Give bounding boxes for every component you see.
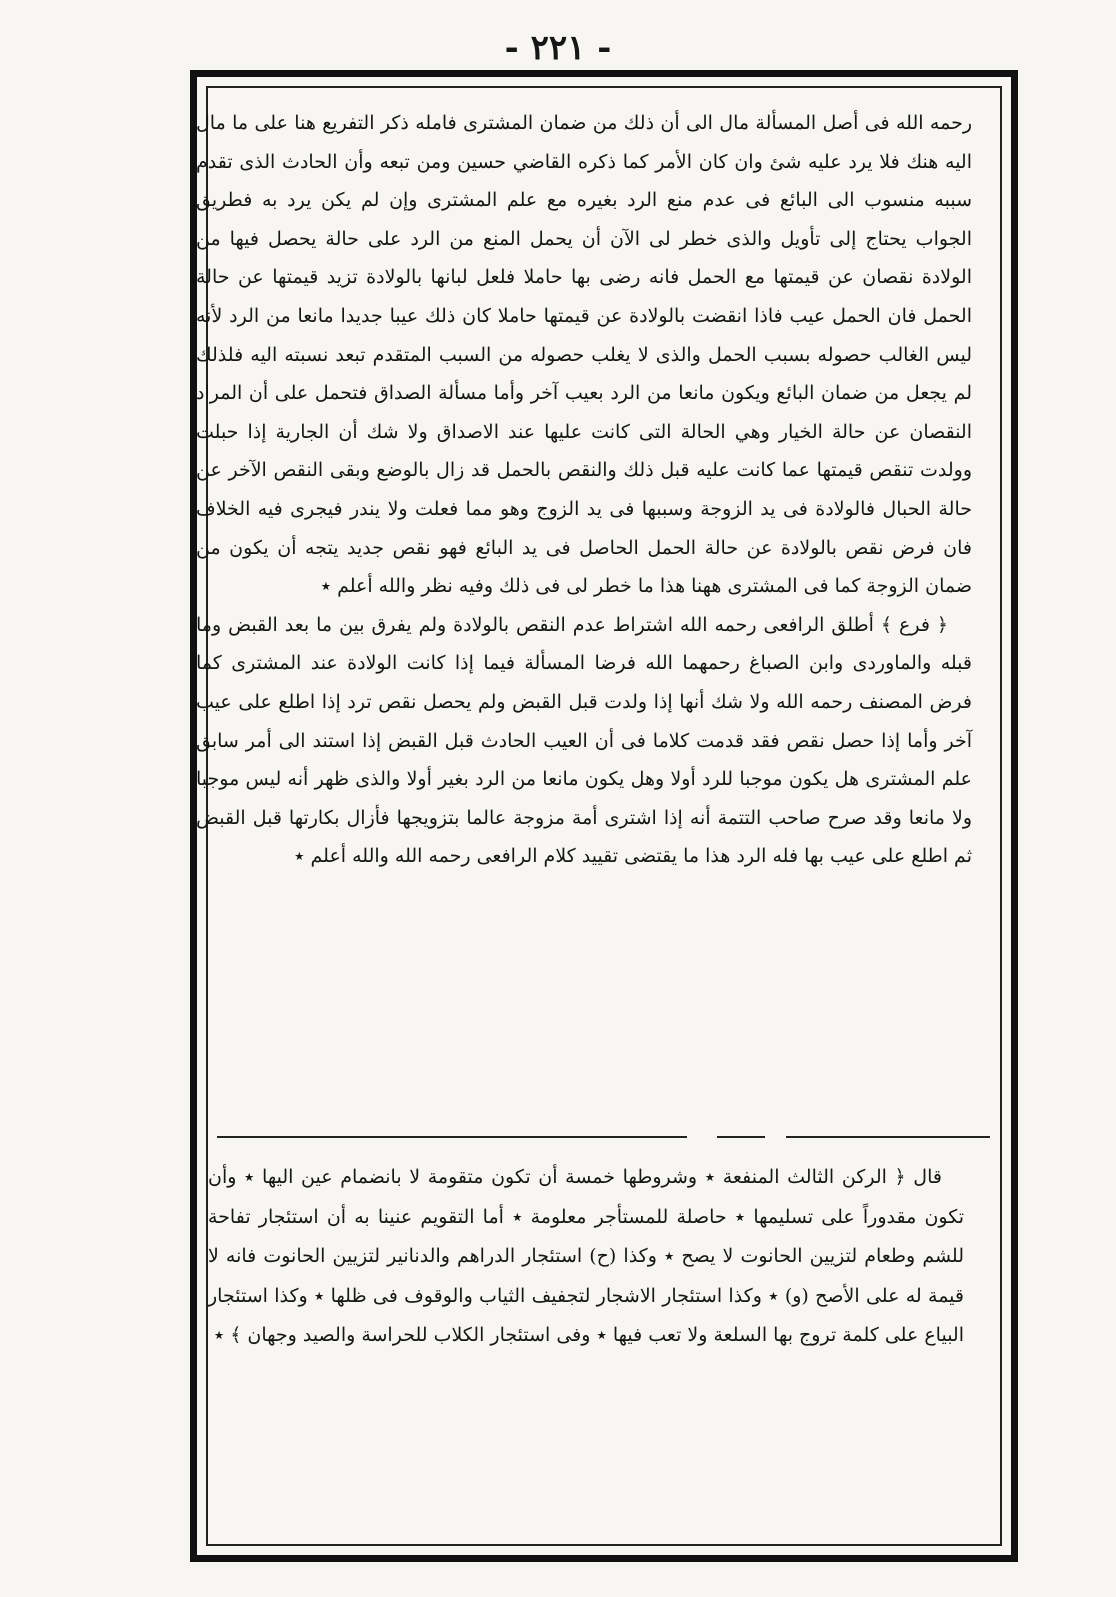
commentary-paragraph: قال ﴿ الركن الثالث المنفعة ٭ وشروطها خمسة أن تكون متقومة لا بانضمام عين اليها ٭ وأن تكون مقدوراً على تسليمها ٭ حاصلة للمستأجر معلومة ٭ أما التقويم عنينا به أن استئجار تفاحة للشم وطعام لتزيين الحانوت لا يصح ٭ وكذا (ح) استئجار الدراهم والدنانير لتزيين الحانوت فانه لا قيمة له على الأصح (و) ٭ وكذا استئجار الاشجار لتجفيف الثياب والوقوف فى ظلها ٭ وكذا استئجار البياع على كلمة تروج بها السلعة ولا تعب فيها ٭ وفى استئجار الكلاب للحراسة والصيد وجهان ﴾ ٭ <box>208 1166 964 1346</box>
commentary-text-block <box>208 1158 964 1356</box>
page-number: - ٢٢١ - <box>504 28 612 68</box>
separator-rule-middle <box>717 1136 765 1138</box>
separator-rule-left <box>217 1136 687 1138</box>
separator-rule-right <box>786 1136 990 1138</box>
main-paragraph-far: ﴿ فرع ﴾ أطلق الرافعى رحمه الله اشتراط عدم النقص بالولادة ولم يفرق بين ما بعد القبض وما قبله والماوردى وابن الصباغ رحمهما الله فرضا المسألة فيما إذا كانت الولادة عند المشترى كما فرض المصنف رحمه الله ولا شك أنها إذا ولدت قبل القبض ولم يحصل نقص ترد إذا اطلع على عيب آخر وأما إذا حصل نقص فقد قدمت كلاما فى أن العيب الحادث قبل القبض إذا استند الى أمر سابق علم المشترى هل يكون موجبا للرد أولا وهل يكون مانعا من الرد بغير أولا والذى ظهر أنه ليس موجبا ولا مانعا وقد صرح صاحب التتمة أنه إذا اشترى أمة مزوجة عالما بتزويجها فأزال بكارتها قبل القبض ثم اطلع على عيب بها فله الرد هذا ما يقتضى تقييد كلام الرافعى رحمه الله والله أعلم ٭ <box>196 613 972 868</box>
main-paragraph: رحمه الله فى أصل المسألة مال الى أن ذلك من ضمان المشترى فامله ذكر التفريع هنا على ما مال اليه هنك فلا يرد عليه شئ وان كان الأمر كما ذكره القاضي حسين ومن تبعه وأن الحادث الذى تقدم سببه منسوب الى البائع فى عدم منع الرد بغيره مع علم المشترى وإن لم يكن يرد به فطريق الجواب يحتاج إلى تأويل والذى خطر لى الآن أن يحمل المنع من الرد على حالة يحصل فيها من الولادة نقصان عن قيمتها مع الحمل فانه رضى بها حاملا فلعل لبانها بالولادة تزيد قيمتها عن حالة الحمل فان الحمل عيب فاذا انقضت بالولادة عن قيمتها حاملا كان ذلك عيبا جديدا مانعا من الرد لأنه ليس الغالب حصوله بسبب الحمل والذى لا يغلب حصوله من السبب المتقدم تبعد نسبته اليه فلذلك لم يجعل من ضمان البائع ويكون مانعا من الرد بعيب آخر وأما مسألة الصداق فتحمل على أن المراد النقصان عن حالة الخيار وهي الحالة التى كانت عليها عند الاصداق ولا شك أن الجارية إذا حبلت وولدت تنقص قيمتها عما كانت عليه قبل ذلك والنقص بالحمل قد زال بالوضع وبقى النقص الآخر عن حالة الحبال فالولادة فى يد الزوجة وسببها فى يد الزوج وهو مما فعلت ولا يندر فيجرى فيه الخلاف فان فرض نقص بالولادة عن حالة الحمل الحاصل فى يد البائع فهو نقص جديد يتجه أن يكون من ضمان الزوجة كما فى المشترى ههنا هذا ما خطر لى فى ذلك وفيه نظر والله أعلم ٭ <box>196 112 973 598</box>
main-text-block <box>196 104 972 876</box>
